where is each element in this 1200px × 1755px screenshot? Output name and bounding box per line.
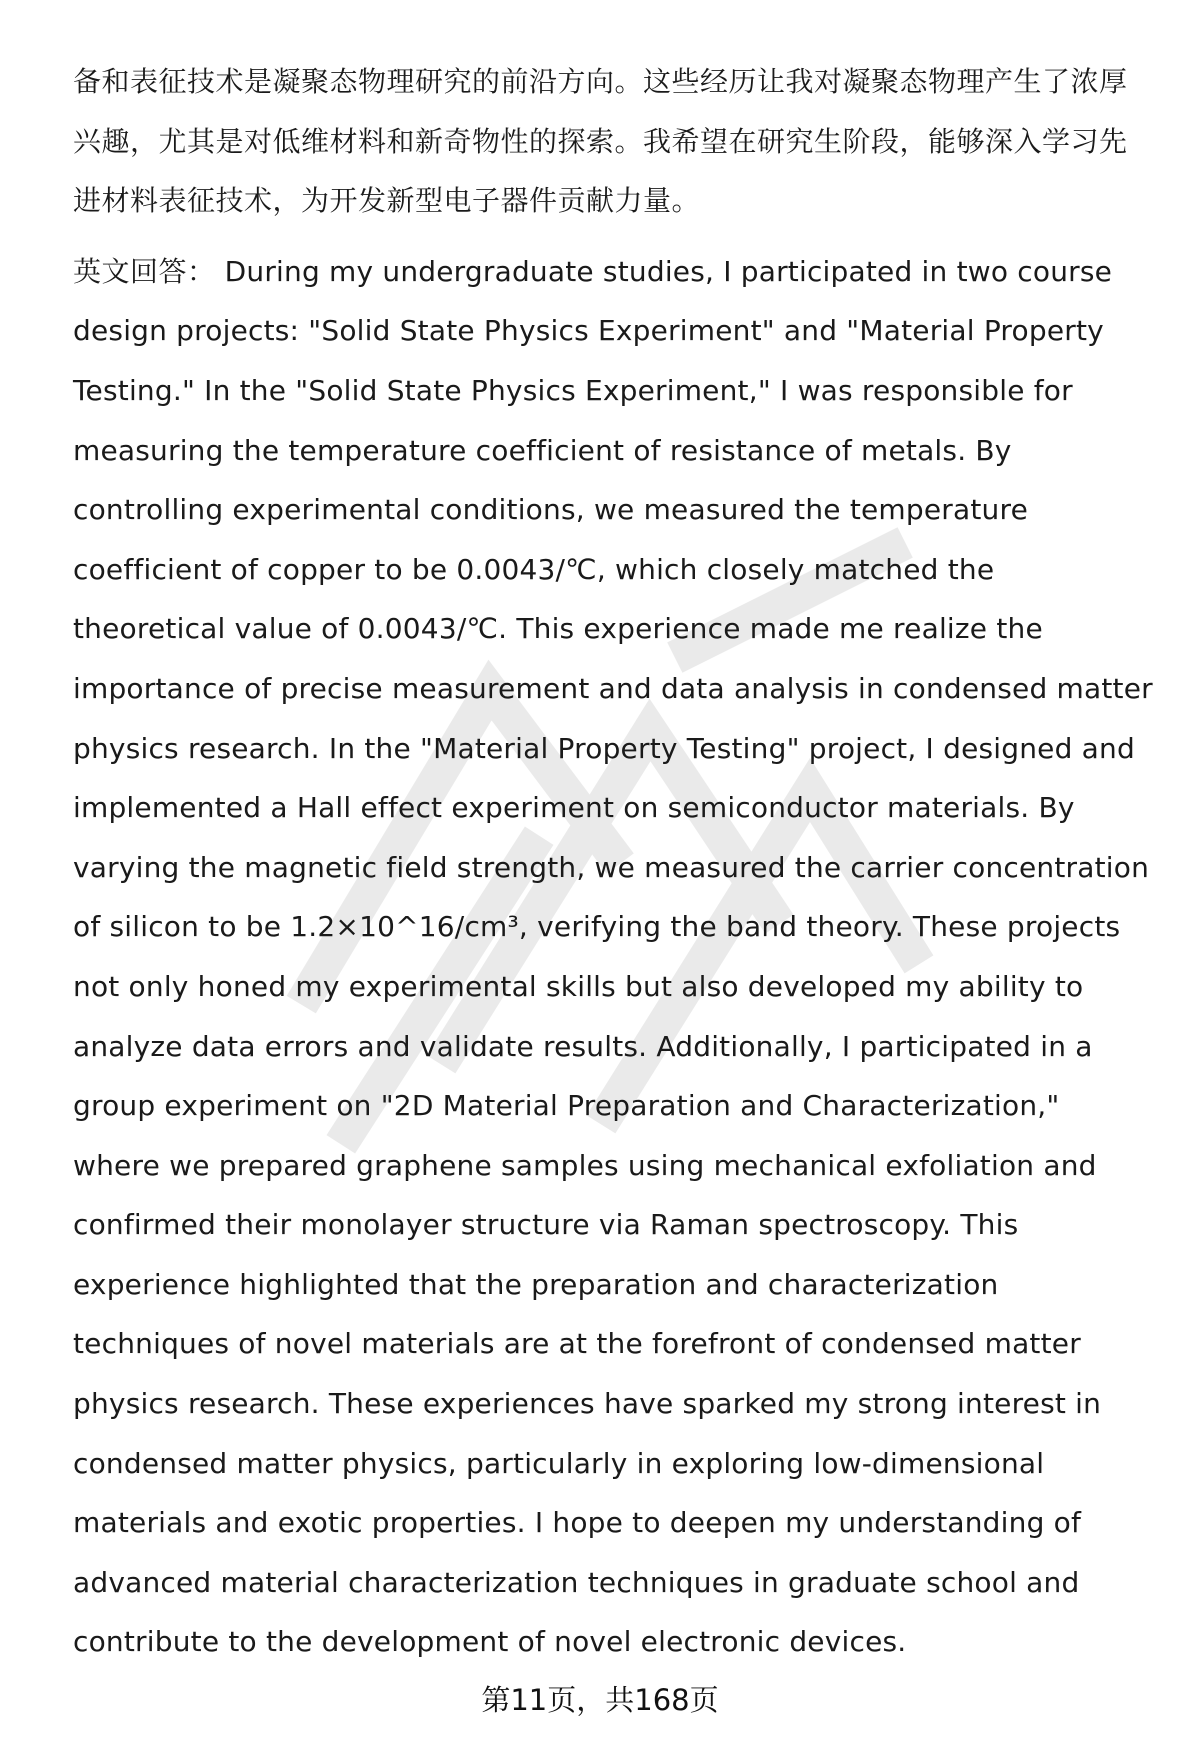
chinese-paragraph: 备和表征技术是凝聚态物理研究的前沿方向。这些经历让我对凝聚态物理产生了浓厚兴趣，尤其是对低维材料和新奇物性的探索。我希望在研究生阶段，能够深入学习先进材料表征技术，为开发新型电子器件贡献力量。 [73,65,1128,218]
document-body [73,52,1153,1672]
page-indicator: 第11页，共168页 [481,1683,719,1717]
english-answer-text: During my undergraduate studies, I participated in two course design projects: "Solid State Physics Experiment" and "Material Property Testing." In the "Solid State Physics Experiment," I was responsible for measuring the temperature coefficient of resistance of metals. By controlling experimental conditions, we measured the temperature coefficient of copper to be 0.0043/℃, which closely matched the theoretical value of 0.0043/℃. This experience made me realize the importance of precise measurement and data analysis in condensed matter physics research. In the "Material Property Testing" project, I designed and implemented a Hall effect experiment on semiconductor materials. By varying the magnetic field strength, we measured the carrier concentration of silicon to be 1.2×10^16/cm³, verifying the band theory. These projects not only honed my experimental skills but also developed my ability to analyze data errors and validate results. Additionally, I participated in a group experiment on "2D Material Preparation and Characterization," where we prepared graphene samples using mechanical exfoliation and confirmed their monolayer structure via Raman spectroscopy. This experience highlighted that the preparation and characterization techniques of novel materials are at the forefront of condensed matter physics research. These experiences have sparked my strong interest in condensed matter physics, particularly in exploring low-dimensional materials and exotic properties. I hope to deepen my understanding of advanced material characterization techniques in graduate school and contribute to the development of novel electronic devices. [73,254,1153,1659]
english-answer-paragraph [73,242,1153,1672]
english-answer-label: 英文回答： [73,254,216,288]
